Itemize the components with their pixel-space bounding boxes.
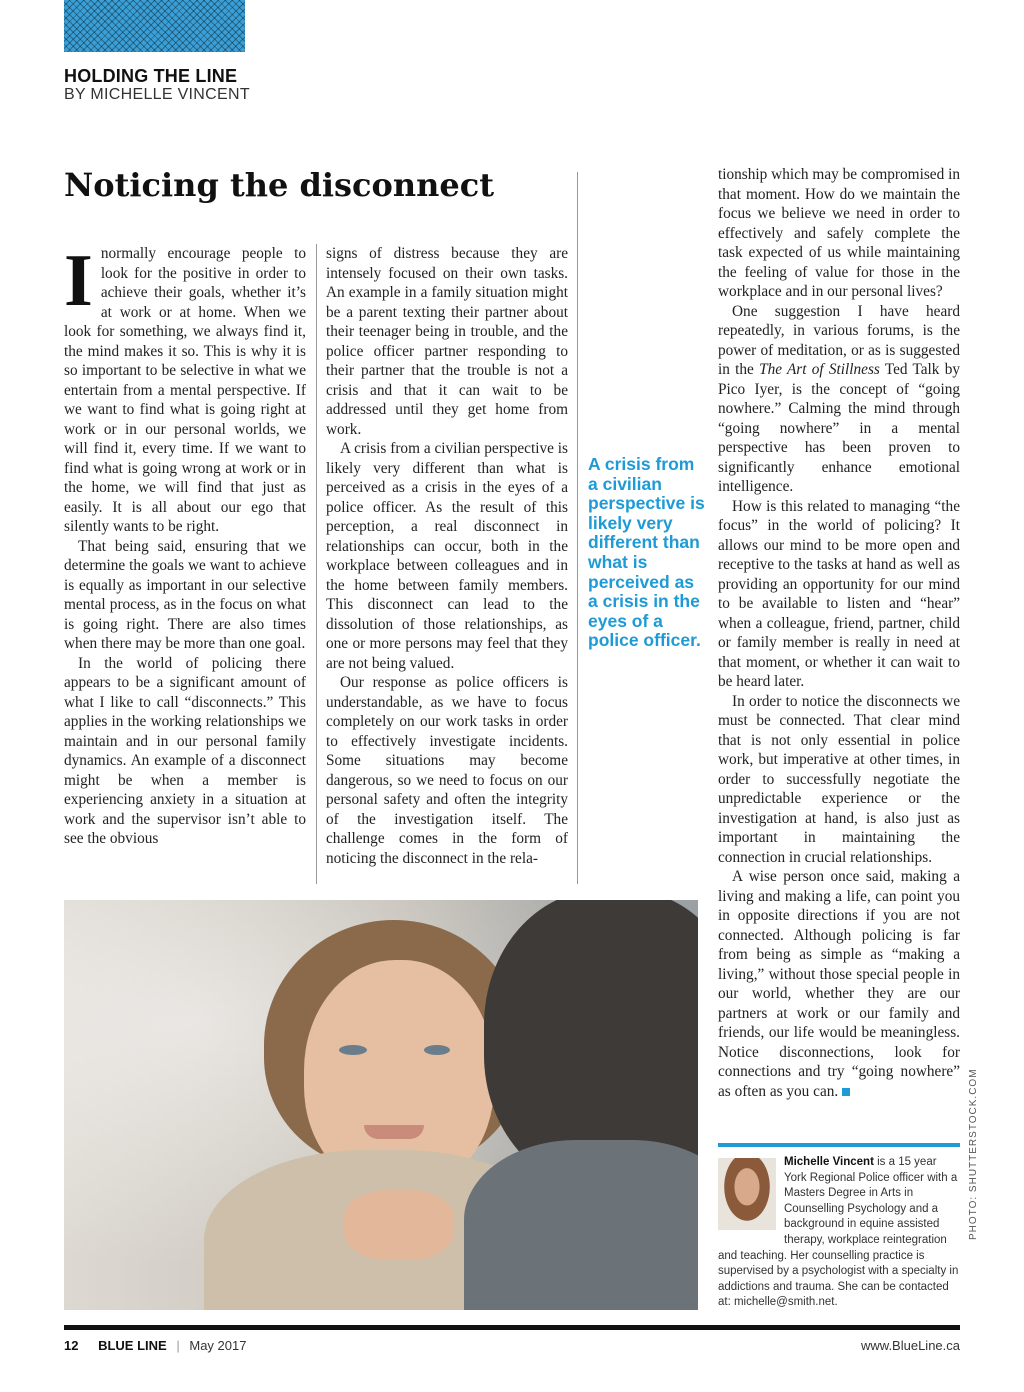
column-divider	[316, 244, 317, 884]
paragraph	[718, 867, 960, 1101]
pull-quote: A crisis from a civilian perspective is likely very different than what is perceived as a crisis in the eyes of a police officer.	[588, 454, 705, 651]
paragraph: Our response as police officers is understandable, as we have to focus completely on our work tasks in order to effectively investigate incidents. Some situations may become dangerous, so we need to focus on our personal safety and often the integrity of the investigation itself. The challenge comes in the form of noticing the disconnect in the rela-	[326, 674, 568, 867]
paragraph: In order to notice the disconnects we must be connected. That clear mind that is not only essential in police work, but imperative at other times, in order to successfully negotiate the unpredictable experience or the investigation at hand, is also just as important in maintaining the connection in crucial relationships.	[718, 692, 960, 866]
woman-hand	[344, 1190, 454, 1260]
photo-credit: PHOTO: SHUTTERSTOCK.COM	[968, 1068, 979, 1240]
bio-text: is a 15 year York Regional Police officer with a Masters Degree in Arts in Counselling Psychology and a background in equine assisted therapy, workplace reintegration and teaching. Her counselling practice is supervised by a psychologist with a specialty in addictions and trauma. She can be contacted at: michelle@smith.net.	[718, 1156, 959, 1309]
issue-date: May 2017	[189, 1338, 247, 1353]
paragraph: A crisis from a civilian perspective is likely very different than what is perceived as a crisis in the eyes of a police officer. As the result of this perception, a real disconnect in relationships can occur, both in the workplace between colleagues and in the home between family members. This disconnect can lead to the dissolution of those relationships, as one or more persons may feel that they are not being valued.	[326, 440, 568, 672]
column-divider	[577, 172, 578, 884]
paragraph: That being said, ensuring that we determine the goals we want to achieve is equally as important in our selective mental process, as in the focus on what is going right. There are also times when there may be more than one goal.	[64, 537, 306, 652]
paragraph-text: Ted Talk by Pico Iyer, is the concept of “going nowhere.” Calming the mind through “going nowhere” in a mental perspective has been proven to significantly enhance emotional intelligence.	[718, 361, 960, 495]
man-shoulders	[464, 1140, 698, 1310]
paragraph-text: normally encourage people to look for the positive in order to achieve their goals, whether it’s at work or at home. When we look for something, we always find it, the mind makes it so. This is why it is so important to be selective in what we entertain from a mental perspective. If we want to find what is going right at work or in our personal worlds, we will find it, every time. If we want to find what is going wrong at work or in the home, we will find that just as easily. It is all about our ego that silently wants to be right.	[64, 245, 306, 535]
page-footer	[64, 1338, 960, 1353]
article-column-3	[718, 165, 960, 1143]
headshot-spacer	[718, 1155, 784, 1233]
paragraph	[64, 244, 306, 537]
end-mark-icon	[842, 1088, 850, 1096]
paragraph: tionship which may be compromised in that moment. How do we maintain the focus we believe we need in order to effectively and safely complete the task expected of us while maintaining the feeling of value for those in the workplace and in our personal lives?	[718, 166, 960, 300]
bio-divider	[718, 1143, 960, 1147]
woman-smile	[364, 1125, 424, 1139]
article-photo	[64, 900, 698, 1310]
footer-separator: |	[176, 1338, 180, 1353]
header-pattern-block	[64, 0, 245, 52]
article-column-2	[326, 244, 568, 890]
byline: BY MICHELLE VINCENT	[64, 86, 250, 103]
talk-title: The Art of Stillness	[759, 361, 880, 378]
drop-cap: I	[64, 244, 93, 322]
page-number: 12	[64, 1338, 79, 1353]
paragraph: In the world of policing there appears to be a significant amount of what I like to call “disconnects.” This applies in the working relationships we maintain and in our personal family dynamics. An example of a disconnect might be when a member is experiencing anxiety in a situation at work and the supervisor isn’t able to see the obvious	[64, 654, 306, 847]
author-name: Michelle Vincent	[784, 1156, 874, 1168]
paragraph	[718, 302, 960, 497]
woman-eye	[424, 1045, 450, 1055]
footer-rule	[64, 1325, 960, 1330]
paragraph: signs of distress because they are intensely focused on their own tasks. An example in a family situation might be a parent texting their partner about their teenager being in trouble, and the police officer partner responding to their partner that the trouble is not a crisis and that it can wait to be addressed until they get home from work.	[326, 245, 568, 438]
article-column-1	[64, 244, 306, 890]
author-bio	[718, 1155, 960, 1311]
paragraph-text: A wise person once said, making a living and making a life, can point you in opposite directions if you are not connected. Although policing is far from being as simple as “making a living,” without those special people in our world, whether they are our partners at work or our family and friends, our life would be meaningless. Notice disconnections, look for connections and try “going nowhere” as often as you can.	[718, 868, 960, 1100]
website-link[interactable]: www.BlueLine.ca	[861, 1338, 960, 1353]
article-headline: Noticing the disconnect	[64, 166, 495, 204]
woman-eye	[339, 1045, 367, 1055]
magazine-name: BLUE LINE	[98, 1338, 167, 1353]
paragraph: How is this related to managing “the focus” in the world of policing? It allows our mind to be more open and receptive to the tasks at hand as well as providing an opportunity for our mind to be available to listen and “hear” when a colleague, friend, partner, child or family member is really in need at that moment, or whether it can wait to be heard later.	[718, 497, 960, 690]
paragraph-text: One suggestion I have heard repeatedly, in various forums, is the power of meditation, or as is suggested in the	[718, 302, 960, 378]
section-title: HOLDING THE LINE	[64, 66, 238, 86]
